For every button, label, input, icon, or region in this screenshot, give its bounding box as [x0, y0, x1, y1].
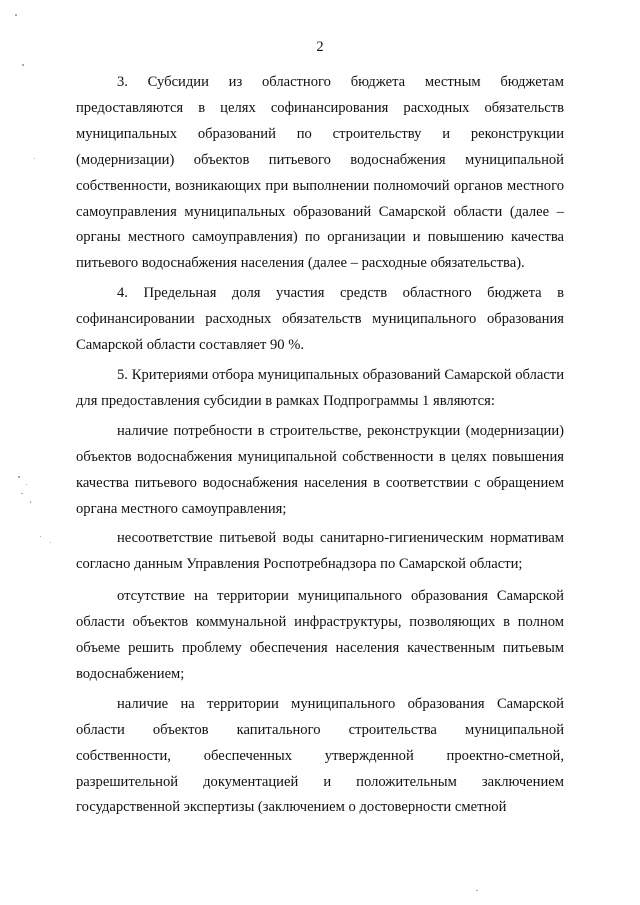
criterion-water-nonconformity: несоответствие питьевой воды санитарно-гигиеническим нормативам согласно данным Управления Роспотребнадзора по Самарской области;: [76, 530, 564, 573]
scan-speck: [22, 64, 24, 66]
paragraph-cofinancing-share: 4. Предельная доля участия средств областного бюджета в софинансировании расходных обязательств муниципального образования Самарской области составляет 90 %.: [76, 285, 564, 354]
criterion-infrastructure-absence: отсутствие на территории муниципального образования Самарской области объектов коммунальной инфраструктуры, позволяющих в полном объеме решить проблему обеспечения населения качественным питьевым водоснабжением;: [76, 588, 564, 682]
scan-speck: [40, 536, 41, 537]
scan-speck: [476, 890, 478, 891]
paragraph-subsidy-purpose: 3. Субсидии из областного бюджета местным бюджетам предоставляются в целях софинансирования расходных обязательств муниципальных образований по строительству и реконструкции (модернизации) объектов питьевого водоснабжения муниципальной собственности, возникающих при выполнении полномочий органов местного самоуправления муниципальных образований Самарской области (далее – органы местного самоуправления) по организации и повышению качества питьевого водоснабжения населения (далее – расходные обязательства).: [76, 74, 564, 272]
scan-speck: [30, 501, 31, 503]
criterion-construction-need: наличие потребности в строительстве, реконструкции (модернизации) объектов водоснабжения муниципальной собственности в целях повышения качества питьевого водоснабжения населения в соответствии с обращением органа местного самоуправления;: [76, 422, 564, 517]
scan-speck: [15, 14, 17, 16]
scan-speck: [34, 158, 35, 159]
page-number: 2: [316, 39, 324, 55]
criterion-capital-construction: наличие на территории муниципального образования Самарской области объектов капитального строительства муниципальной собственности, обеспеченных утвержденной проектно-сметной, разрешительной документацией и положительным заключением государственной экспертизы (заключением о достоверности сметной: [76, 695, 564, 816]
scan-speck: [21, 493, 23, 494]
scan-speck: [50, 542, 51, 543]
scan-speck: [18, 476, 20, 478]
scan-speck: [26, 484, 27, 485]
document-body: [76, 70, 564, 821]
paragraph-selection-criteria: 5. Критериями отбора муниципальных образований Самарской области для предоставления субсидии в рамках Подпрограммы 1 являются:: [76, 366, 564, 409]
